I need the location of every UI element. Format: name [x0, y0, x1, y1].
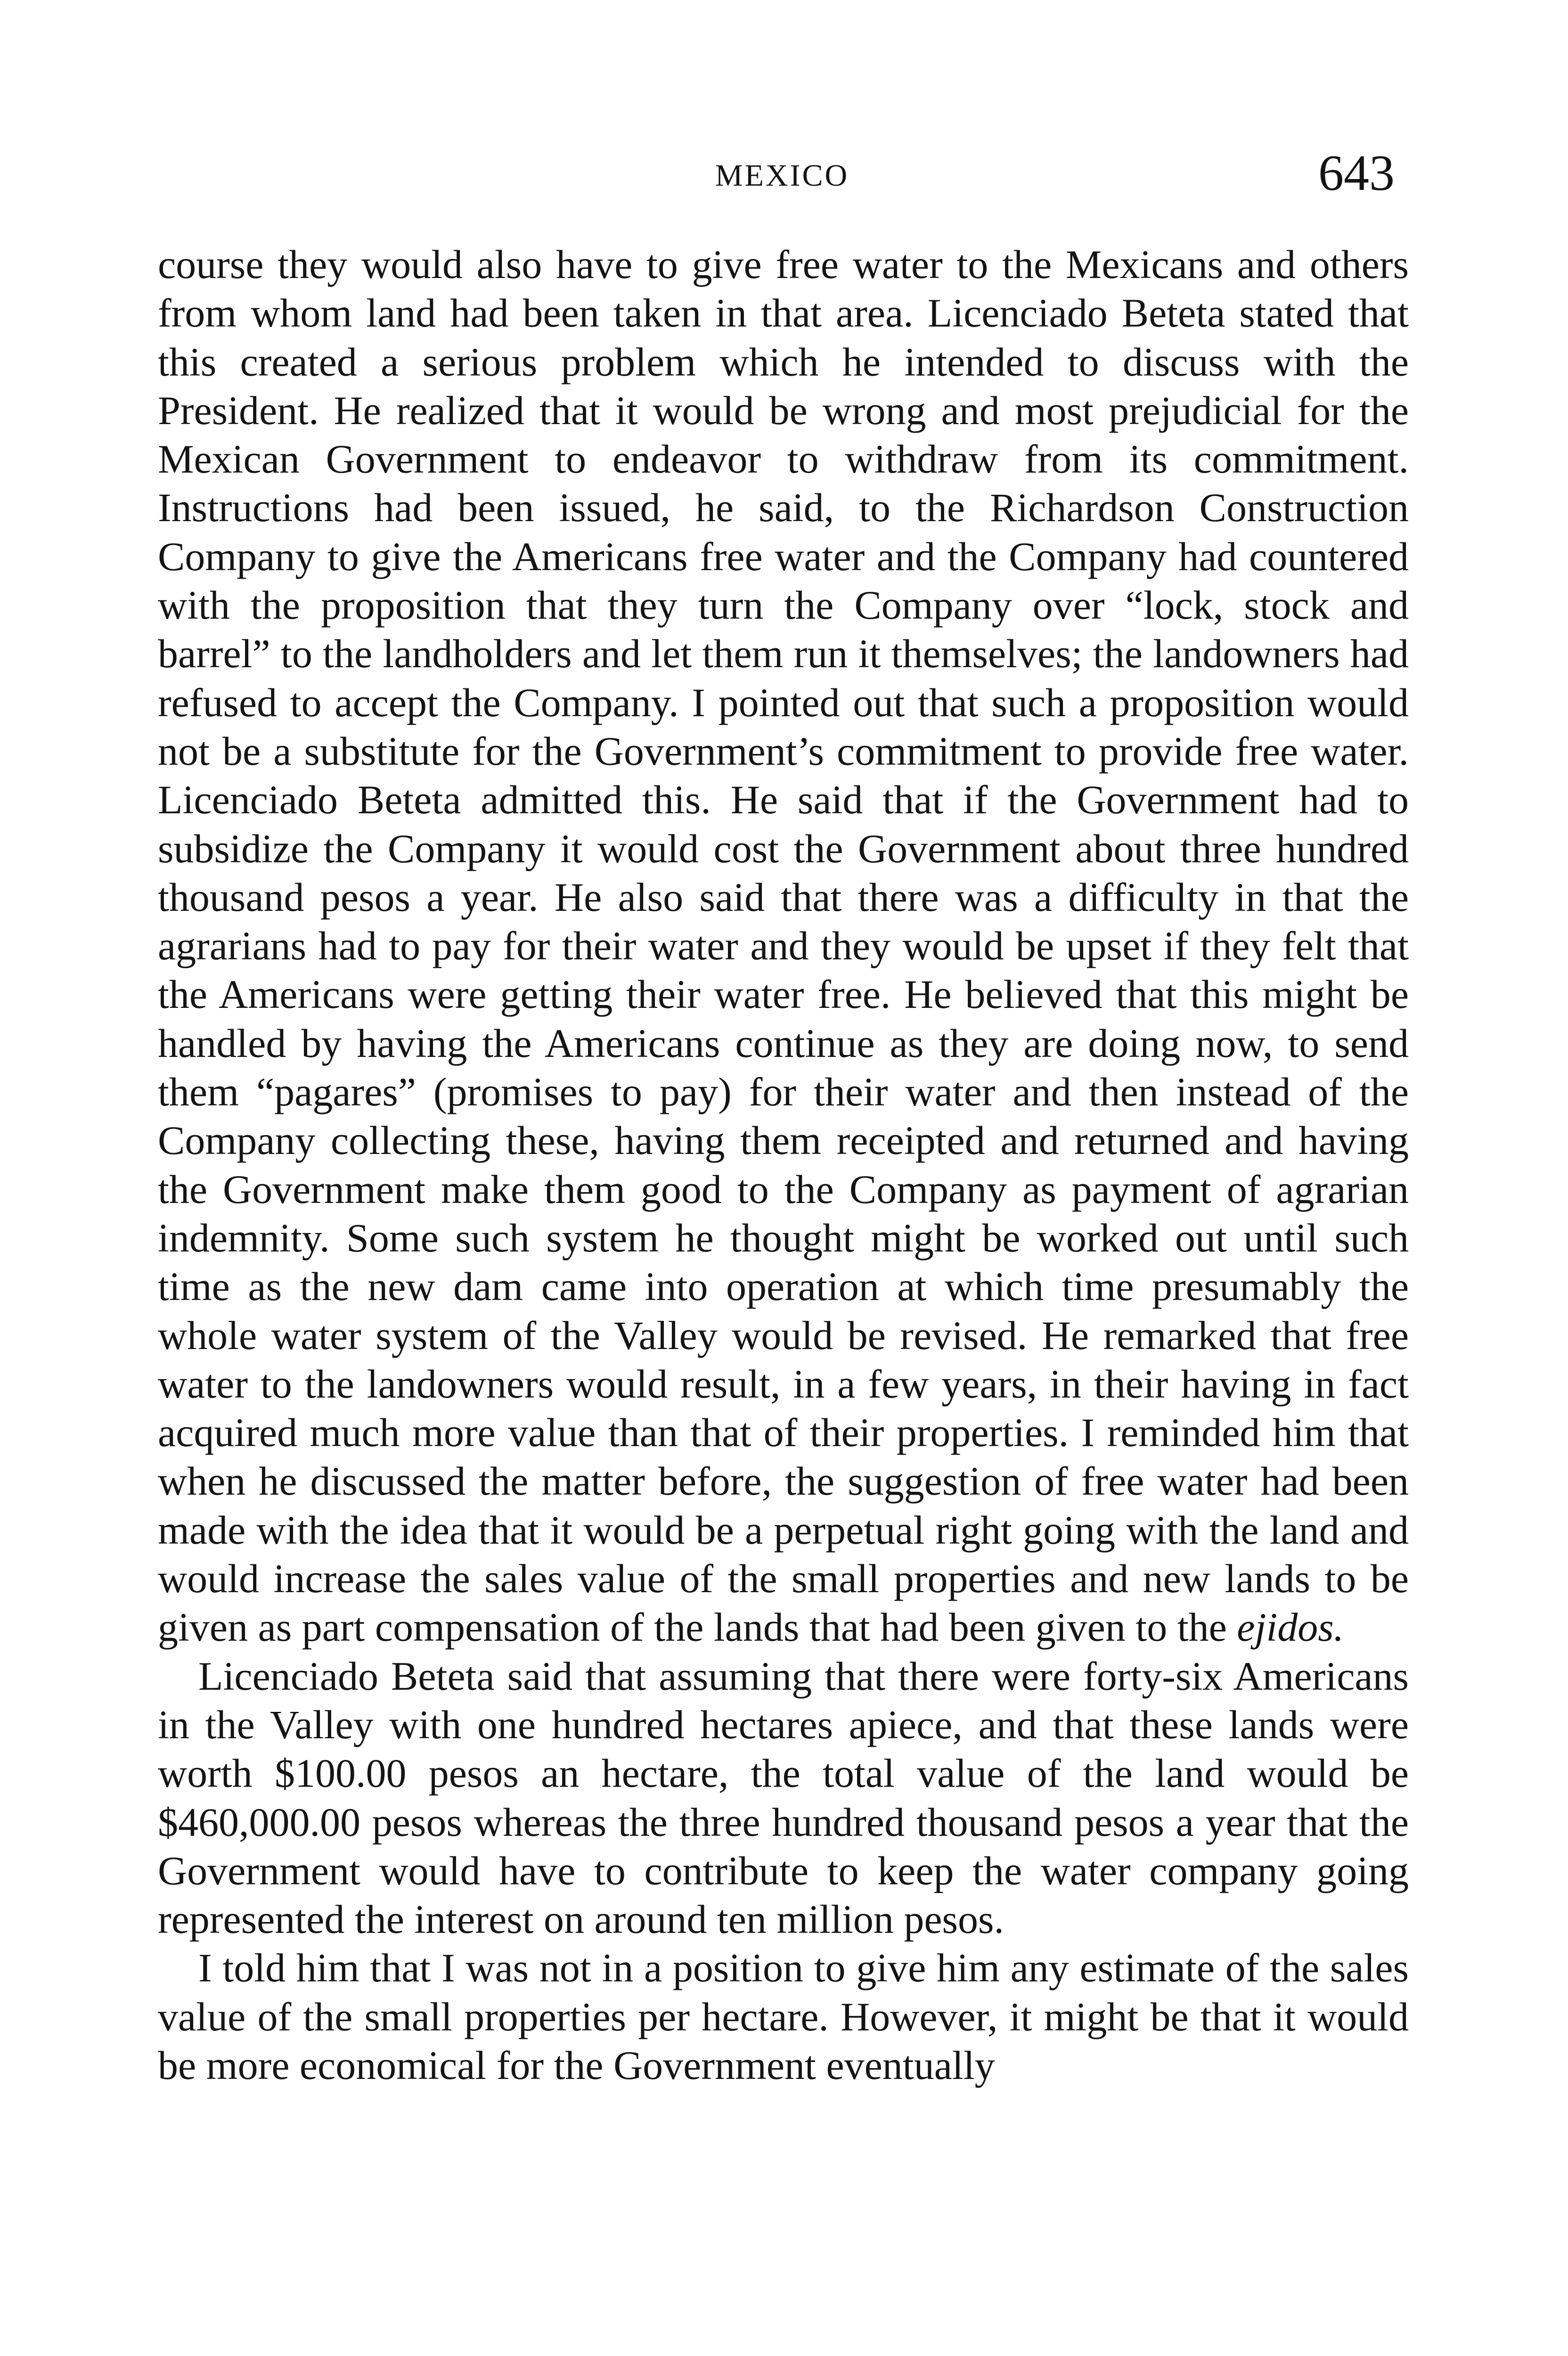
paragraph-2-text: Licenciado Beteta said that assuming that there were forty-six Americans in the Valley with one hundred hectares apiece, and that these lands were worth $100.00 pesos an hectare, the total value of the land would be $460,000.00 pesos whereas the three hundred thousand pesos a year that the Government would have to contribute to keep the water company going represented the interest on around ten million pesos.: [158, 1653, 1409, 1942]
paragraph-1: [158, 240, 1409, 1652]
body-text: [158, 240, 1409, 2090]
running-head-title: MEXICO: [715, 158, 849, 193]
paragraph-3: [158, 1944, 1409, 2090]
paragraph-2: [158, 1652, 1409, 1944]
paragraph-1-text: course they would also have to give free water to the Mexicans and others from whom land had been taken in that area. Licenciado Beteta stated that this created a serious problem which he intended to discuss with the President. He realized that it would be wrong and most prejudicial for the Mexican Government to endeavor to withdraw from its commitment. Instructions had been issued, he said, to the Richardson Construction Company to give the Americans free water and the Company had countered with the proposition that they turn the Company over “lock, stock and barrel” to the landholders and let them run it themselves; the landowners had refused to accept the Company. I pointed out that such a proposition would not be a substitute for the Government’s commitment to provide free water. Licenciado Beteta admitted this. He said that if the Government had to subsidize the Company it would cost the Government about three hundred thousand pesos a year. He also said that there was a difficulty in that the agrarians had to pay for their water and they would be upset if they felt that the Americans were getting their water free. He believed that this might be handled by having the Americans continue as they are doing now, to send them “pagares” (promises to pay) for their water and then instead of the Company collecting these, having them receipted and returned and having the Government make them good to the Company as payment of agrarian indemnity. Some such system he thought might be worked out until such time as the new dam came into operation at which time presumably the whole water system of the Valley would be revised. He remarked that free water to the landowners would result, in a few years, in their having in fact acquired much more value than that of their properties. I reminded him that when he discussed the matter before, the suggestion of free water had been made with the idea that it would be a perpetual right going with the land and would increase the sales value of the small properties and new lands to be given as part compensation of the lands that had been given to the: [158, 242, 1409, 1650]
page-number: 643: [1318, 145, 1395, 201]
paragraph-3-text: I told him that I was not in a position to give him any estimate of the sales value of the small properties per hectare. However, it might be that it would be more economical for the Government eventually: [158, 1945, 1409, 2088]
italic-term-ejidos: ejidos.: [1237, 1604, 1344, 1650]
running-head: [0, 141, 1568, 201]
